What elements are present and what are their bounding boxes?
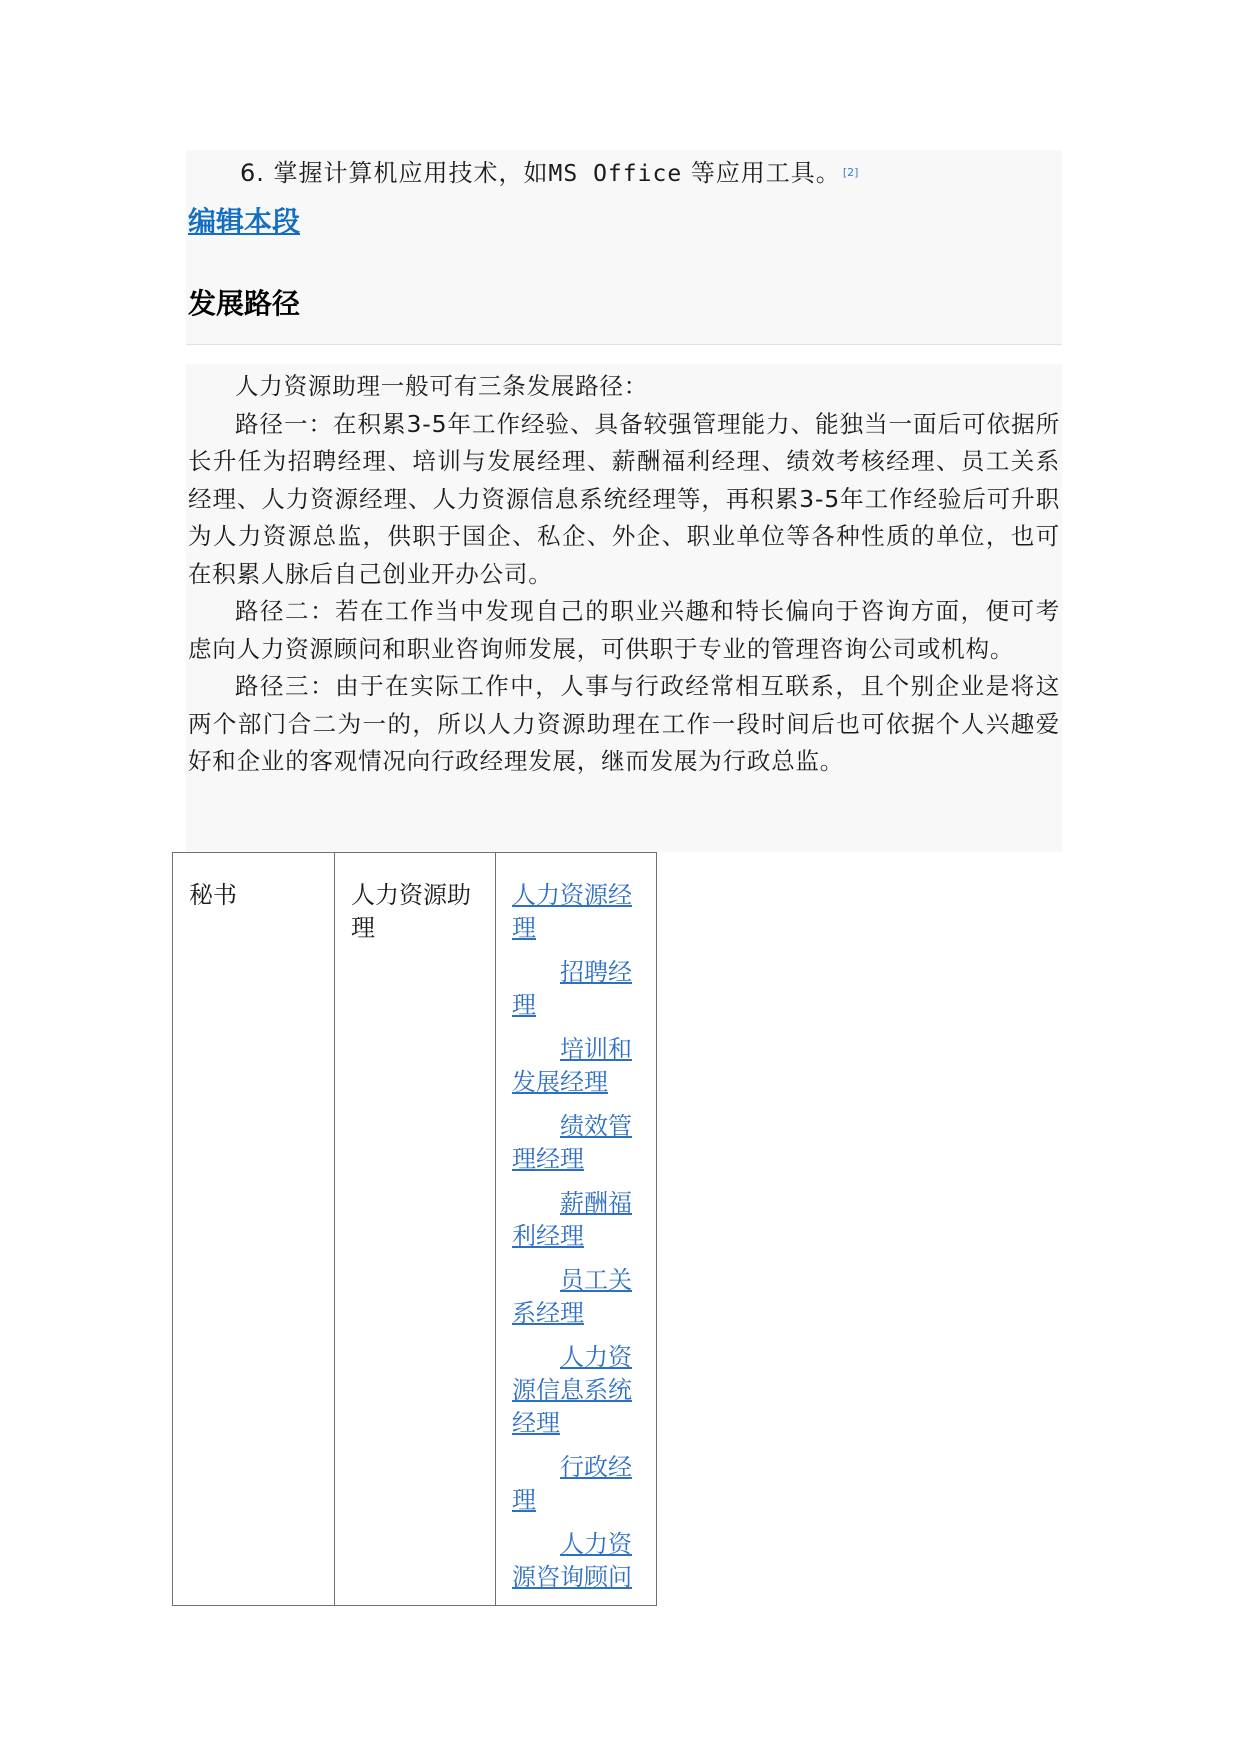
role-link[interactable]: 招聘经理 [512, 958, 632, 1019]
list-item-text: 掌握计算机应用技术，如 [273, 159, 549, 187]
paragraph-path-3: 路径三：由于在实际工作中，人事与行政经常相互联系，且个别企业是将这两个部门合二为一的，所以人力资源助理在工作一段时间后也可依据个人兴趣爱好和企业的客观情况向行政经理发展，继而发展为行政总监。 [188, 672, 1060, 775]
edit-section-link[interactable]: 编辑本段 [188, 205, 301, 238]
list-item [512, 956, 638, 1022]
list-item [512, 879, 638, 945]
list-item-6 [240, 158, 858, 189]
role-link[interactable]: 人力资源信息系统经理 [512, 1343, 632, 1437]
paragraph-path-2: 路径二：若在工作当中发现自己的职业兴趣和特长偏向于咨询方面，便可考虑向人力资源顾问和职业咨询师发展，可供职于专业的管理咨询公司或机构。 [188, 597, 1060, 663]
role-link[interactable]: 行政经理 [512, 1453, 632, 1514]
table-cell-hr-assistant: 人力资源助理 [335, 853, 496, 1606]
list-item [512, 1528, 638, 1594]
list-item-text-end: 等应用工具。 [690, 159, 841, 187]
table-row [173, 853, 657, 1606]
paragraph-intro: 人力资源助理一般可有三条发展路径： [235, 372, 649, 400]
list-item [512, 1341, 638, 1440]
list-item-number: 6. [240, 159, 265, 187]
section-title: 发展路径 [188, 287, 301, 320]
paragraph-path-1: 路径一：在积累3-5年工作经验、具备较强管理能力、能独当一面后可依据所长升任为招聘经理、培训与发展经理、薪酬福利经理、绩效考核经理、员工关系经理、人力资源经理、人力资源信息系统经理等，再积累3-5年工作经验后可升职为人力资源总监，供职于国企、私企、外企、职业单位等各种性质的单位，也可在积累人脉后自己创业开办公司。 [188, 409, 1060, 588]
role-link[interactable]: 员工关系经理 [512, 1266, 632, 1327]
role-link[interactable]: 人力资源咨询顾问 [512, 1530, 632, 1591]
table-cell-secretary: 秘书 [173, 853, 335, 1606]
section-body [188, 368, 1060, 781]
list-item [512, 1110, 638, 1176]
citation-link[interactable]: [2] [842, 166, 859, 179]
table-cell-next-roles [496, 853, 657, 1606]
role-link[interactable]: 人力资源经理 [512, 881, 632, 942]
list-item [512, 1187, 638, 1253]
role-link[interactable]: 培训和发展经理 [512, 1035, 632, 1096]
list-item [512, 1451, 638, 1517]
list-item [512, 1033, 638, 1099]
list-item [512, 1264, 638, 1330]
role-link[interactable]: 薪酬福利经理 [512, 1189, 632, 1250]
career-path-table [172, 852, 657, 1606]
list-item-term: MS Office [548, 161, 683, 187]
section-divider [186, 344, 1062, 345]
role-link[interactable]: 绩效管理经理 [512, 1112, 632, 1173]
